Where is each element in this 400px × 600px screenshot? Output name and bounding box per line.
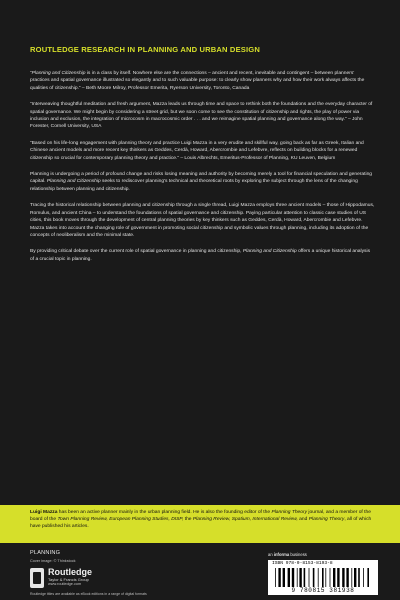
endorsement-paragraph-span: Planning and Citizenship: [31, 71, 86, 76]
series-title: ROUTLEDGE RESEARCH IN PLANNING AND URBAN DESIGN: [30, 45, 260, 54]
barcode-bar: [367, 568, 369, 587]
barcode-bar: [337, 568, 339, 587]
author-bio-span: Planning Theory: [271, 510, 308, 515]
description-paragraph-span: Planning and Citizenship: [242, 249, 297, 255]
barcode-bar: [330, 568, 331, 587]
barcode-bar: [313, 568, 315, 587]
barcode-bar: [358, 568, 360, 587]
author-bio: [30, 509, 375, 531]
informa-brand: informa: [273, 552, 290, 557]
barcode-bar: [322, 568, 324, 587]
isbn-label: ISBN 978-0-8153-8193-8: [272, 561, 333, 566]
barcode-bar: [346, 568, 348, 587]
barcode-bar: [318, 568, 319, 587]
description-paragraph-span: By providing critical debate over the current role of spatial governance in planning and citizenship,: [30, 249, 243, 255]
author-bio-span: Town Planning Review, European Planning Studies, DISP,: [57, 517, 184, 523]
endorsements: [30, 70, 375, 162]
informa-prefix: an: [268, 552, 274, 557]
barcode-bar: [354, 568, 356, 587]
ebook-note: Routledge titles are available as eBook editions in a range of digital formats: [30, 592, 147, 596]
barcode-bar: [309, 568, 310, 587]
barcode-bar: [283, 568, 285, 587]
description: [30, 171, 375, 263]
description-paragraph: [30, 202, 375, 239]
routledge-mark-icon: [30, 568, 44, 588]
barcode-bar: [325, 568, 326, 587]
description-paragraph-span: Planning is undergoing a period of profound change and risks losing meaning and authority by becoming merely a tool for financial speculation and generating capital.: [30, 172, 373, 185]
barcode-bar: [363, 568, 364, 587]
description-paragraph-span: Planning and Citizenship: [46, 179, 101, 185]
endorsement-paragraph-span: “Interweaving thoughtful meditation and fresh argument, Mazza leads us through time and space to rethink both the foundations and the everyday character of spatial governance. We might begin by considering a street grid, but we soon come to see the constitution of citizenship and rights, the play of power via inclusion and exclusion, the integration of microcosm in macrocosmic order . . . and we reimagine spatial planning and governance along the way.” – John Forester, Cornell University, USA: [30, 102, 373, 130]
category-label: PLANNING: [30, 550, 61, 556]
barcode-bar: [304, 568, 306, 587]
informa-suffix: business: [289, 552, 307, 557]
barcode-number: 9 780815 381938: [291, 587, 355, 594]
endorsement-paragraph-span: is in a class by itself. Nowhere else are the connections – ancient and recent, inevitable and contingent – between planners’ practices and spatial governance illustrated so elegantly and to such valuable purpose: to clearly show planners why and how their work always affects the qualities of citizenship.” – Beth Moore Milroy, Professor Emerita, Ryerson University, Toronto, Canada: [30, 71, 365, 91]
endorsement-paragraph-span: “Based on his life-long engagement with planning theory and practice Luigi Mazza in a very erudite and skillful way, going back as far as Greek, Italian and Chinese ancient models and more recent key thinkers as Geddes, Cerdà, Howard, Abercrombie and Lefebvre, reflects on building blocks for a renewed citizenship so crucial for contemporary planning theory and practice.” – Louis Albrechts, Emeritus-Professor of Planning, KU Leuven, Belgium: [30, 140, 364, 161]
barcode-bar: [292, 568, 294, 587]
barcode-bar: [278, 568, 280, 587]
endorsement-paragraph: [30, 70, 375, 92]
endorsement-paragraph: [30, 140, 375, 162]
author-bio-span: Planning Review, Spatium, International Review,: [192, 517, 298, 523]
author-bio-span: has been an active planner mainly in the urban planning field. He is also the founding editor of the: [57, 510, 272, 515]
author-bio-span: and: [297, 517, 309, 523]
barcode-bar: [351, 568, 352, 587]
informa-label: [268, 552, 307, 557]
description-paragraph-span: seeks to rediscover planning’s technical and theoretical roots by exploring the subject through the lens of the changing relationship between planning and citizenship.: [30, 179, 358, 192]
barcode-bar: [297, 568, 298, 587]
description-paragraph: [30, 171, 375, 193]
barcode-bar: [275, 568, 276, 587]
back-cover-text: [30, 70, 375, 272]
author-bio-span: , all of which have published his articles.: [30, 517, 372, 530]
publisher-name: Routledge: [48, 567, 92, 577]
description-paragraph: [30, 248, 375, 263]
publisher-url[interactable]: www.routledge.com: [48, 582, 82, 586]
barcode-bar: [288, 568, 290, 587]
barcode-bars: [274, 568, 372, 587]
publisher-subtitle: Taylor & Francis Group: [48, 577, 89, 582]
barcode-bar: [333, 568, 335, 587]
barcode-bar: [299, 568, 301, 587]
author-bio-span: journal, and a member of the board of the: [30, 510, 371, 523]
endorsement-paragraph-span: “: [30, 71, 32, 76]
author-box: [0, 505, 400, 543]
author-bio-span: Luigi Mazza: [30, 510, 58, 515]
endorsement-paragraph: [30, 101, 375, 131]
author-bio-span: Planning Theory: [308, 517, 345, 523]
author-bio-span: the: [183, 517, 193, 523]
routledge-logo: [30, 567, 110, 589]
barcode-bar: [342, 568, 344, 587]
cover-credit: Cover image: © Thinkstock: [30, 559, 76, 563]
description-paragraph-span: offers a unique historical analysis of a crucial topic in planning.: [30, 249, 371, 262]
barcode: [268, 560, 378, 595]
description-paragraph-span: Tracing the historical relationship between planning and citizenship through a single thread, Luigi Mazza employs three ancient models – those of Hippodamus, Romulus, and ancient China – to understand the foundations of spatial governance and citizenship. Paying particular attention to classic case studies of US cities, this book moves through the development of central planning theories by key thinkers such as Geddes, Cerdà, Howard, Abercrombie and Lefebvre. Mazza takes into account the changing role of government in promoting social citizenship and symbolic values through planning, including its adoption of the concepts of neoliberalism and the minimal state.: [30, 203, 375, 238]
